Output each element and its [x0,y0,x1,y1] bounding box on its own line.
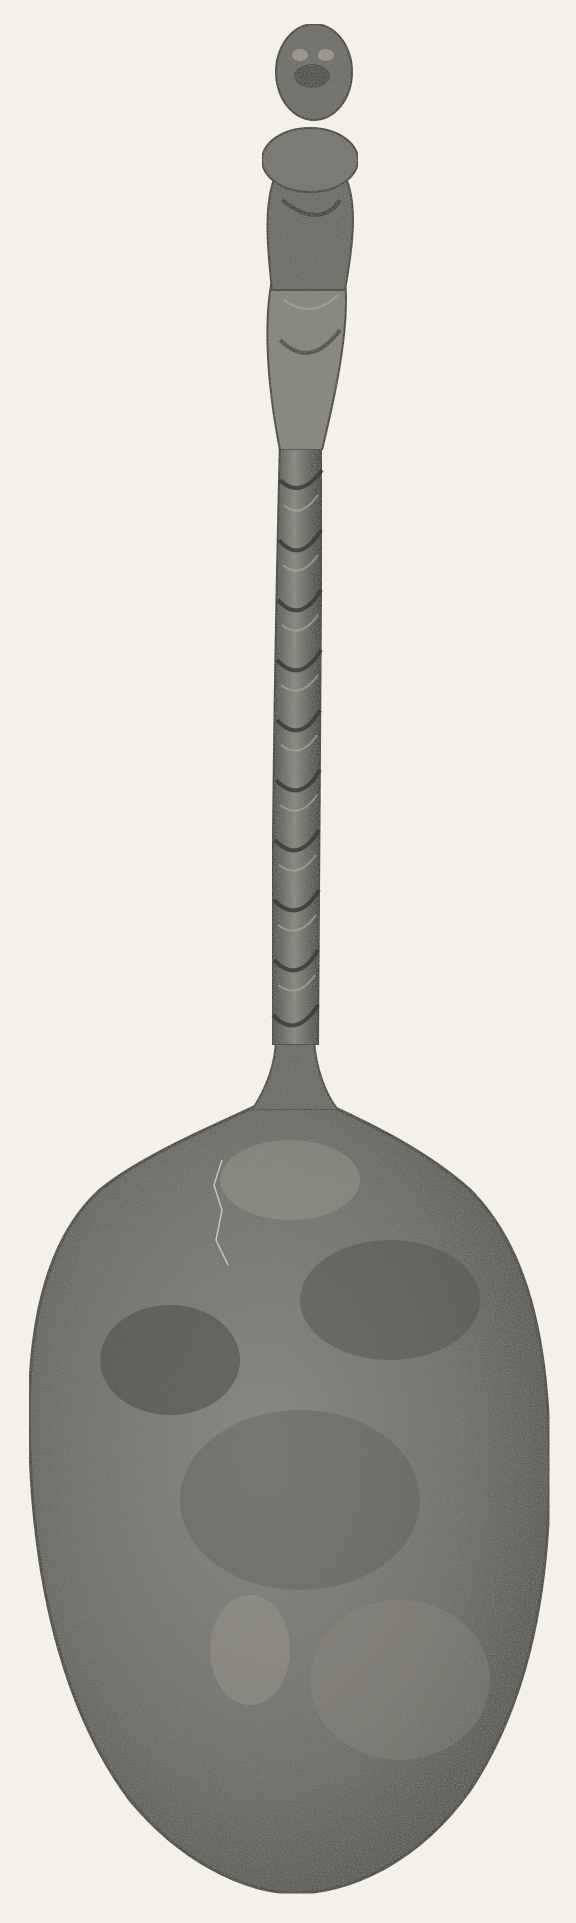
spoon-stem [272,440,322,1045]
